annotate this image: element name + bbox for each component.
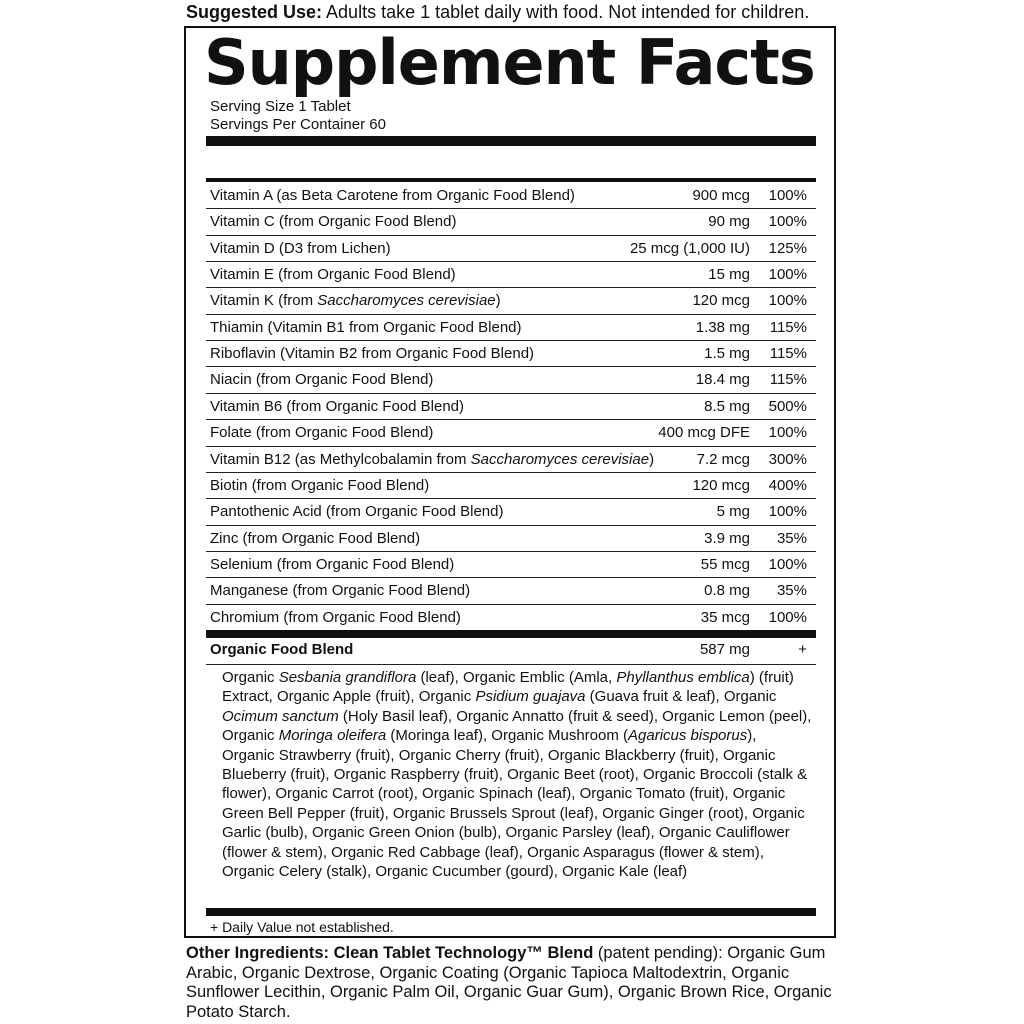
table-row xyxy=(206,552,816,578)
table-row xyxy=(206,473,816,499)
blend-row xyxy=(206,637,816,663)
nutrient-name: Folate (from Organic Food Blend) xyxy=(210,424,434,442)
nutrient-amount: 35 mcg xyxy=(700,608,750,626)
header-divider xyxy=(206,178,816,182)
nutrient-dv: 100% xyxy=(768,187,807,204)
nutrient-amount: 8.5 mg xyxy=(704,397,750,415)
nutrient-dv: 35% xyxy=(776,582,807,600)
serving-size: Serving Size 1 Tablet xyxy=(210,98,351,115)
table-row xyxy=(206,262,816,288)
nutrient-dv: 100% xyxy=(768,608,807,626)
other-ingredients-text: (patent pending): Organic Gum Arabic, Organic Dextrose, Organic Coating (Organic Tapioca Maltodextrin, Organic Sunflower Lecithin, Organic Palm Oil, Organic Guar Gum), Organic Brown Rice, Organic Potato Starch. xyxy=(186,944,832,1021)
nutrient-dv: 100% xyxy=(768,213,807,231)
nutrient-name: Niacin (from Organic Food Blend) xyxy=(210,371,434,389)
blend-name: Organic Food Blend xyxy=(210,641,354,658)
nutrient-name: Vitamin B6 (from Organic Food Blend) xyxy=(210,397,464,415)
nutrient-dv: 115% xyxy=(769,345,807,363)
nutrient-dv: 100% xyxy=(768,424,807,442)
other-ingredients-label: Other Ingredients: Clean Tablet Technology™ Blend xyxy=(186,944,594,962)
nutrient-name: Vitamin B12 (as Methylcobalamin from Saccharomyces cerevisiae) xyxy=(210,450,655,468)
row-divider xyxy=(206,664,816,665)
nutrient-name: Biotin (from Organic Food Blend) xyxy=(210,476,430,494)
nutrient-amount: 120 mcg xyxy=(692,292,750,310)
table-row xyxy=(206,499,816,525)
table-row xyxy=(206,578,816,604)
nutrient-name: Thiamin (Vitamin B1 from Organic Food Blend) xyxy=(210,318,522,336)
suggested-use-text: Adults take 1 tablet daily with food. Not intended for children. xyxy=(322,2,810,22)
nutrient-amount: 7.2 mcg xyxy=(696,450,750,468)
nutrient-dv: 100% xyxy=(768,266,807,284)
nutrient-name: Pantothenic Acid (from Organic Food Blend) xyxy=(210,503,504,521)
table-row xyxy=(206,605,816,631)
panel-title: Supplement Facts xyxy=(204,26,815,99)
nutrient-name: Vitamin K (from Saccharomyces cerevisiae) xyxy=(210,292,501,310)
nutrient-amount: 3.9 mg xyxy=(704,529,750,547)
nutrient-amount: 1.38 mg xyxy=(695,318,750,336)
other-ingredients xyxy=(186,944,838,1022)
nutrient-name: Selenium (from Organic Food Blend) xyxy=(210,555,455,573)
table-row xyxy=(206,420,816,446)
nutrient-amount: 15 mg xyxy=(708,266,750,284)
nutrient-amount: 1.5 mg xyxy=(704,345,750,363)
nutrient-amount: 55 mcg xyxy=(700,555,750,573)
table-row xyxy=(206,341,816,367)
nutrient-amount: 0.8 mg xyxy=(704,582,750,600)
table-row xyxy=(206,209,816,235)
servings-per-container: Servings Per Container 60 xyxy=(210,116,386,133)
nutrient-amount: 900 mcg xyxy=(692,187,750,204)
footnote-divider xyxy=(206,908,816,916)
nutrient-amount: 90 mg xyxy=(708,213,750,231)
blend-dv: + xyxy=(798,641,807,658)
nutrient-amount: 120 mcg xyxy=(692,476,750,494)
nutrient-dv: 400% xyxy=(768,476,807,494)
serving-info xyxy=(210,98,386,134)
thick-divider xyxy=(206,136,816,146)
blend-amount: 587 mg xyxy=(699,641,750,658)
nutrient-amount: 400 mcg DFE xyxy=(658,424,750,442)
nutrient-amount: 5 mg xyxy=(716,503,750,521)
nutrient-name: Vitamin D (D3 from Lichen) xyxy=(210,239,391,257)
footnote: + Daily Value not established. xyxy=(210,919,394,935)
table-row xyxy=(206,236,816,262)
table-row xyxy=(206,447,816,473)
nutrient-name: Manganese (from Organic Food Blend) xyxy=(210,582,471,600)
nutrient-amount: 25 mcg (1,000 IU) xyxy=(629,239,750,257)
nutrient-name: Vitamin E (from Organic Food Blend) xyxy=(210,266,456,284)
nutrient-name: Vitamin A (as Beta Carotene from Organic Food Blend) xyxy=(210,187,575,204)
nutrient-dv: 35% xyxy=(776,529,807,547)
table-row xyxy=(206,183,816,209)
table-row xyxy=(206,315,816,341)
nutrient-dv: 115% xyxy=(769,318,807,336)
table-row xyxy=(206,526,816,552)
nutrient-name: Riboflavin (Vitamin B2 from Organic Food Blend) xyxy=(210,345,535,363)
nutrient-dv: 125% xyxy=(768,239,807,257)
nutrient-dv: 100% xyxy=(768,555,807,573)
nutrient-name: Chromium (from Organic Food Blend) xyxy=(210,608,461,626)
supplement-facts-panel xyxy=(184,26,836,938)
blend-ingredients: Organic Sesbania grandiflora (leaf), Organic Emblic (Amla, Phyllanthus emblica) (fruit) Extract, Organic Apple (fruit), Organic Psidium guajava (Guava fruit & leaf), Organic Ocimum sanctum (Holy Basil leaf), Organic Annatto (fruit & seed), Organic Lemon (peel), Organic Moringa oleifera (Moringa leaf), Organic Mushroom (Agaricus bisporus), Organic Strawberry (fruit), Organic Cherry (fruit), Organic Blackberry (fruit), Organic Blueberry (fruit), Organic Raspberry (fruit), Organic Beet (root), Organic Broccoli (stalk & flower), Organic Carrot (root), Organic Spinach (leaf), Organic Tomato (fruit), Organic Green Bell Pepper (fruit), Organic Brussels Sprout (leaf), Organic Ginger (root), Organic Garlic (bulb), Organic Green Onion (bulb), Organic Parsley (leaf), Organic Cauliflower (flower & stem), Organic Red Cabbage (leaf), Organic Asparagus (flower & stem), Organic Celery (stalk), Organic Cucumber (gourd), Organic Kale (leaf) xyxy=(222,669,812,881)
nutrient-dv: 100% xyxy=(768,292,807,310)
table-row xyxy=(206,394,816,420)
nutrient-amount: 18.4 mg xyxy=(695,371,750,389)
table-row xyxy=(206,367,816,393)
nutrient-dv: 100% xyxy=(768,503,807,521)
suggested-use xyxy=(186,0,886,24)
nutrient-dv: 300% xyxy=(768,450,807,468)
nutrient-name: Zinc (from Organic Food Blend) xyxy=(210,529,421,547)
suggested-use-label: Suggested Use: xyxy=(186,2,323,22)
table-row xyxy=(206,288,816,314)
nutrient-dv: 500% xyxy=(768,397,807,415)
nutrient-dv: 115% xyxy=(769,371,807,389)
nutrient-name: Vitamin C (from Organic Food Blend) xyxy=(210,213,457,231)
